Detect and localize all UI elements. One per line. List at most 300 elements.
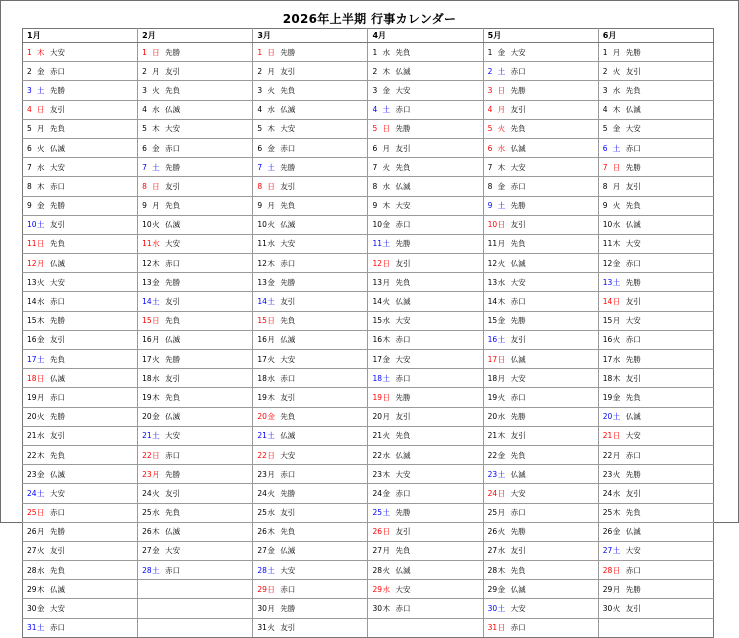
day-number: 17 xyxy=(372,354,383,364)
day-number: 1 xyxy=(602,47,608,57)
day-cell xyxy=(598,311,713,330)
rokuyo: 友引 xyxy=(165,297,181,307)
rokuyo: 仏滅 xyxy=(510,258,526,268)
day-cell xyxy=(598,292,713,311)
day-cell xyxy=(138,177,253,196)
day-cell xyxy=(598,522,713,541)
day-number: 13 xyxy=(257,277,267,287)
day-number: 31 xyxy=(257,623,267,633)
rokuyo: 先勝 xyxy=(165,47,181,57)
day-number: 9 xyxy=(372,201,378,211)
weekday: 土 xyxy=(612,143,621,153)
day-number: 10 xyxy=(487,220,498,230)
weekday: 金 xyxy=(612,527,621,537)
weekday: 火 xyxy=(497,392,506,402)
weekday: 火 xyxy=(152,220,160,230)
day-number: 16 xyxy=(602,335,613,345)
rokuyo: 先負 xyxy=(165,508,181,518)
weekday: 日 xyxy=(382,258,390,268)
day-cell xyxy=(23,196,138,215)
weekday: 金 xyxy=(497,47,506,57)
rokuyo: 大安 xyxy=(625,239,641,249)
day-number: 23 xyxy=(487,469,498,479)
weekday: 日 xyxy=(37,239,45,249)
weekday: 金 xyxy=(382,488,390,498)
day-cell xyxy=(23,43,138,62)
rokuyo: 大安 xyxy=(50,488,65,498)
month-header-may: 5月 xyxy=(483,29,598,43)
day-number: 12 xyxy=(487,258,498,268)
day-number: 8 xyxy=(257,181,263,191)
day-number: 8 xyxy=(372,181,378,191)
table-row xyxy=(23,407,714,426)
rokuyo: 大安 xyxy=(395,85,411,95)
day-number: 27 xyxy=(142,546,152,556)
weekday: 木 xyxy=(37,450,45,460)
rokuyo: 先負 xyxy=(280,85,296,95)
rokuyo: 友引 xyxy=(625,66,641,76)
rokuyo: 先勝 xyxy=(280,162,296,172)
day-number: 14 xyxy=(142,297,152,307)
day-cell xyxy=(138,407,253,426)
day-number: 11 xyxy=(602,239,613,249)
day-number: 19 xyxy=(142,392,152,402)
day-number: 22 xyxy=(602,450,613,460)
day-number: 24 xyxy=(257,488,267,498)
weekday: 土 xyxy=(37,85,45,95)
day-cell xyxy=(368,311,483,330)
day-number: 8 xyxy=(602,181,608,191)
weekday: 金 xyxy=(37,201,45,211)
day-number: 30 xyxy=(372,604,383,614)
day-cell xyxy=(598,177,713,196)
day-cell xyxy=(483,369,598,388)
rokuyo: 赤口 xyxy=(50,181,65,191)
table-row xyxy=(23,503,714,522)
weekday: 金 xyxy=(382,85,390,95)
day-cell xyxy=(598,541,713,560)
day-cell xyxy=(483,215,598,234)
weekday: 火 xyxy=(37,277,45,287)
rokuyo: 先勝 xyxy=(625,277,641,287)
day-cell xyxy=(483,119,598,138)
weekday: 木 xyxy=(152,124,160,134)
weekday: 水 xyxy=(497,546,506,556)
rokuyo: 仏滅 xyxy=(510,354,526,364)
day-number: 9 xyxy=(142,201,147,211)
rokuyo: 赤口 xyxy=(280,143,296,153)
weekday: 日 xyxy=(267,47,275,57)
day-cell xyxy=(138,196,253,215)
day-cell xyxy=(253,43,368,62)
day-number: 12 xyxy=(27,258,37,268)
day-cell xyxy=(253,541,368,560)
day-cell xyxy=(23,254,138,273)
rokuyo: 友引 xyxy=(165,373,181,383)
rokuyo: 大安 xyxy=(625,316,641,326)
rokuyo: 先勝 xyxy=(165,277,181,287)
table-row xyxy=(23,81,714,100)
weekday: 日 xyxy=(382,392,390,402)
day-number: 18 xyxy=(257,373,267,383)
rokuyo: 友引 xyxy=(50,431,65,441)
weekday: 土 xyxy=(612,546,621,556)
day-cell xyxy=(598,503,713,522)
day-cell xyxy=(598,254,713,273)
day-cell xyxy=(483,580,598,599)
day-cell xyxy=(253,177,368,196)
day-cell xyxy=(483,561,598,580)
weekday: 土 xyxy=(267,297,275,307)
rokuyo: 赤口 xyxy=(395,335,411,345)
weekday: 月 xyxy=(497,508,506,518)
rokuyo: 赤口 xyxy=(625,565,641,575)
day-cell xyxy=(138,580,253,599)
day-number: 14 xyxy=(602,297,613,307)
rokuyo: 先負 xyxy=(165,85,181,95)
table-row xyxy=(23,119,714,138)
day-cell xyxy=(598,196,713,215)
rokuyo: 赤口 xyxy=(165,143,181,153)
weekday: 月 xyxy=(152,469,160,479)
day-cell xyxy=(23,407,138,426)
weekday: 木 xyxy=(612,239,621,249)
rokuyo: 仏滅 xyxy=(50,373,65,383)
table-row xyxy=(23,618,714,637)
rokuyo: 先勝 xyxy=(625,162,641,172)
day-number: 12 xyxy=(257,258,267,268)
rokuyo: 赤口 xyxy=(280,373,296,383)
day-number: 10 xyxy=(257,220,267,230)
rokuyo: 仏滅 xyxy=(280,546,296,556)
rokuyo: 先負 xyxy=(510,124,526,134)
day-cell xyxy=(368,158,483,177)
weekday: 土 xyxy=(267,431,275,441)
rokuyo: 赤口 xyxy=(395,105,411,115)
day-number: 7 xyxy=(602,162,608,172)
day-number: 19 xyxy=(602,392,613,402)
day-number: 12 xyxy=(142,258,152,268)
day-cell xyxy=(483,465,598,484)
weekday: 木 xyxy=(152,392,160,402)
rokuyo: 赤口 xyxy=(280,258,296,268)
day-number: 7 xyxy=(487,162,493,172)
day-number: 12 xyxy=(372,258,383,268)
day-number: 11 xyxy=(487,239,498,249)
day-number: 2 xyxy=(142,66,147,76)
day-cell xyxy=(138,445,253,464)
weekday: 月 xyxy=(382,277,390,287)
day-number: 8 xyxy=(27,181,32,191)
day-cell xyxy=(23,388,138,407)
day-number: 26 xyxy=(602,527,613,537)
rokuyo: 赤口 xyxy=(395,373,411,383)
rokuyo: 大安 xyxy=(395,469,411,479)
weekday: 日 xyxy=(152,181,160,191)
day-number: 30 xyxy=(27,604,37,614)
weekday: 水 xyxy=(267,105,275,115)
day-cell xyxy=(368,234,483,253)
rokuyo: 赤口 xyxy=(165,565,181,575)
weekday: 火 xyxy=(267,220,275,230)
rokuyo: 友引 xyxy=(625,373,641,383)
day-cell xyxy=(483,292,598,311)
table-row xyxy=(23,292,714,311)
day-number: 26 xyxy=(372,527,383,537)
calendar-body xyxy=(23,43,714,638)
weekday: 月 xyxy=(612,450,621,460)
day-cell xyxy=(23,138,138,157)
rokuyo: 先負 xyxy=(510,565,526,575)
rokuyo: 赤口 xyxy=(510,297,526,307)
day-cell xyxy=(368,426,483,445)
day-cell xyxy=(483,100,598,119)
day-cell xyxy=(23,484,138,503)
day-number: 30 xyxy=(602,604,613,614)
day-cell xyxy=(23,445,138,464)
day-number: 5 xyxy=(27,124,32,134)
rokuyo: 仏滅 xyxy=(510,143,526,153)
day-number: 26 xyxy=(27,527,37,537)
day-number: 19 xyxy=(487,392,498,402)
rokuyo: 友引 xyxy=(165,66,181,76)
day-cell xyxy=(483,484,598,503)
weekday: 月 xyxy=(267,335,275,345)
day-number: 5 xyxy=(487,124,493,134)
day-number: 9 xyxy=(602,201,608,211)
rokuyo: 先勝 xyxy=(50,527,65,537)
weekday: 日 xyxy=(497,488,506,498)
rokuyo: 大安 xyxy=(50,47,65,57)
rokuyo: 先負 xyxy=(625,392,641,402)
day-number: 21 xyxy=(142,431,152,441)
rokuyo: 仏滅 xyxy=(165,105,181,115)
table-row xyxy=(23,311,714,330)
day-cell xyxy=(138,158,253,177)
day-number: 5 xyxy=(257,124,263,134)
weekday: 金 xyxy=(497,181,506,191)
day-number: 28 xyxy=(142,565,152,575)
rokuyo: 先負 xyxy=(625,201,641,211)
day-cell xyxy=(253,465,368,484)
day-number: 1 xyxy=(257,47,263,57)
weekday: 日 xyxy=(37,105,45,115)
weekday: 水 xyxy=(267,239,275,249)
day-number: 10 xyxy=(142,220,152,230)
day-number: 26 xyxy=(142,527,152,537)
day-cell xyxy=(598,81,713,100)
table-row xyxy=(23,196,714,215)
weekday: 木 xyxy=(37,316,45,326)
weekday: 金 xyxy=(152,143,160,153)
day-number: 30 xyxy=(487,604,498,614)
day-number: 15 xyxy=(602,316,613,326)
rokuyo: 友引 xyxy=(510,546,526,556)
table-row xyxy=(23,158,714,177)
rokuyo: 大安 xyxy=(625,431,641,441)
rokuyo: 赤口 xyxy=(625,258,641,268)
day-number: 6 xyxy=(487,143,493,153)
weekday: 日 xyxy=(612,431,621,441)
weekday: 火 xyxy=(267,354,275,364)
rokuyo: 赤口 xyxy=(510,508,526,518)
weekday: 土 xyxy=(267,162,275,172)
rokuyo: 先勝 xyxy=(280,277,296,287)
day-number: 27 xyxy=(372,546,383,556)
rokuyo: 赤口 xyxy=(50,623,65,633)
weekday: 土 xyxy=(152,565,160,575)
day-number: 11 xyxy=(372,239,383,249)
day-number: 2 xyxy=(487,66,493,76)
weekday: 月 xyxy=(37,124,45,134)
rokuyo: 大安 xyxy=(50,604,65,614)
weekday: 日 xyxy=(497,623,506,633)
weekday: 土 xyxy=(152,297,160,307)
day-number: 23 xyxy=(27,469,37,479)
day-cell xyxy=(253,407,368,426)
month-header-jan: 1月 xyxy=(23,29,138,43)
day-number: 1 xyxy=(27,47,32,57)
day-number: 3 xyxy=(27,85,32,95)
rokuyo: 赤口 xyxy=(625,335,641,345)
day-number: 25 xyxy=(27,508,37,518)
weekday: 火 xyxy=(267,85,275,95)
day-cell xyxy=(253,445,368,464)
rokuyo: 友引 xyxy=(50,335,65,345)
rokuyo: 先勝 xyxy=(510,85,526,95)
day-number: 20 xyxy=(372,412,383,422)
table-row xyxy=(23,330,714,349)
weekday: 木 xyxy=(267,124,275,134)
day-number: 31 xyxy=(487,623,498,633)
day-cell xyxy=(368,369,483,388)
rokuyo: 先勝 xyxy=(280,47,296,57)
rokuyo: 友引 xyxy=(280,297,296,307)
weekday: 日 xyxy=(267,450,275,460)
weekday: 日 xyxy=(612,297,621,307)
day-number: 25 xyxy=(142,508,152,518)
rokuyo: 先負 xyxy=(395,431,411,441)
rokuyo: 先勝 xyxy=(625,584,641,594)
day-number: 16 xyxy=(487,335,498,345)
weekday: 金 xyxy=(37,335,45,345)
day-number: 20 xyxy=(487,412,498,422)
rokuyo: 先勝 xyxy=(50,201,65,211)
day-number: 17 xyxy=(487,354,498,364)
day-cell xyxy=(483,254,598,273)
weekday: 日 xyxy=(497,354,506,364)
day-cell xyxy=(368,388,483,407)
rokuyo: 友引 xyxy=(50,105,65,115)
day-number: 3 xyxy=(487,85,493,95)
day-cell xyxy=(368,522,483,541)
day-cell xyxy=(368,100,483,119)
weekday: 月 xyxy=(152,66,160,76)
rokuyo: 先勝 xyxy=(625,354,641,364)
day-number: 6 xyxy=(257,143,263,153)
weekday: 金 xyxy=(497,450,506,460)
day-cell xyxy=(253,580,368,599)
table-row xyxy=(23,426,714,445)
day-cell xyxy=(483,426,598,445)
weekday: 土 xyxy=(37,623,45,633)
day-number: 15 xyxy=(487,316,498,326)
day-cell xyxy=(483,43,598,62)
weekday: 木 xyxy=(382,201,390,211)
day-number: 1 xyxy=(142,47,147,57)
day-cell xyxy=(23,119,138,138)
day-number: 1 xyxy=(487,47,493,57)
day-number: 15 xyxy=(142,316,152,326)
weekday: 木 xyxy=(267,392,275,402)
weekday: 日 xyxy=(612,162,621,172)
rokuyo: 先負 xyxy=(280,316,296,326)
weekday: 水 xyxy=(37,431,45,441)
day-number: 19 xyxy=(257,392,267,402)
day-cell xyxy=(598,119,713,138)
weekday: 日 xyxy=(152,47,160,57)
day-number: 13 xyxy=(487,277,498,287)
rokuyo: 先勝 xyxy=(50,316,65,326)
rokuyo: 先勝 xyxy=(625,469,641,479)
day-cell xyxy=(138,599,253,618)
table-row xyxy=(23,599,714,618)
day-cell xyxy=(138,388,253,407)
rokuyo: 友引 xyxy=(280,66,296,76)
weekday: 水 xyxy=(382,316,390,326)
day-cell xyxy=(138,503,253,522)
weekday: 月 xyxy=(382,546,390,556)
weekday: 土 xyxy=(37,488,45,498)
weekday: 火 xyxy=(382,162,390,172)
day-number: 13 xyxy=(372,277,383,287)
day-cell xyxy=(253,234,368,253)
day-cell xyxy=(23,580,138,599)
day-cell xyxy=(368,196,483,215)
day-cell xyxy=(368,541,483,560)
table-row xyxy=(23,561,714,580)
day-number: 7 xyxy=(27,162,32,172)
day-cell xyxy=(368,350,483,369)
table-row xyxy=(23,138,714,157)
weekday: 日 xyxy=(152,450,160,460)
weekday: 木 xyxy=(382,469,390,479)
weekday: 火 xyxy=(612,604,621,614)
rokuyo: 仏滅 xyxy=(395,66,411,76)
day-number: 4 xyxy=(142,105,147,115)
day-number: 28 xyxy=(372,565,383,575)
day-cell xyxy=(23,158,138,177)
weekday: 木 xyxy=(612,105,621,115)
day-cell xyxy=(368,561,483,580)
day-number: 28 xyxy=(27,565,37,575)
rokuyo: 仏滅 xyxy=(280,105,296,115)
table-row xyxy=(23,234,714,253)
weekday: 土 xyxy=(267,565,275,575)
day-cell xyxy=(253,119,368,138)
rokuyo: 赤口 xyxy=(50,66,65,76)
day-cell xyxy=(483,522,598,541)
weekday: 土 xyxy=(497,66,506,76)
table-row xyxy=(23,465,714,484)
weekday: 水 xyxy=(382,450,390,460)
day-cell xyxy=(598,350,713,369)
day-cell xyxy=(368,330,483,349)
weekday: 水 xyxy=(37,297,45,307)
weekday: 金 xyxy=(152,412,160,422)
day-number: 22 xyxy=(487,450,498,460)
day-cell xyxy=(483,599,598,618)
